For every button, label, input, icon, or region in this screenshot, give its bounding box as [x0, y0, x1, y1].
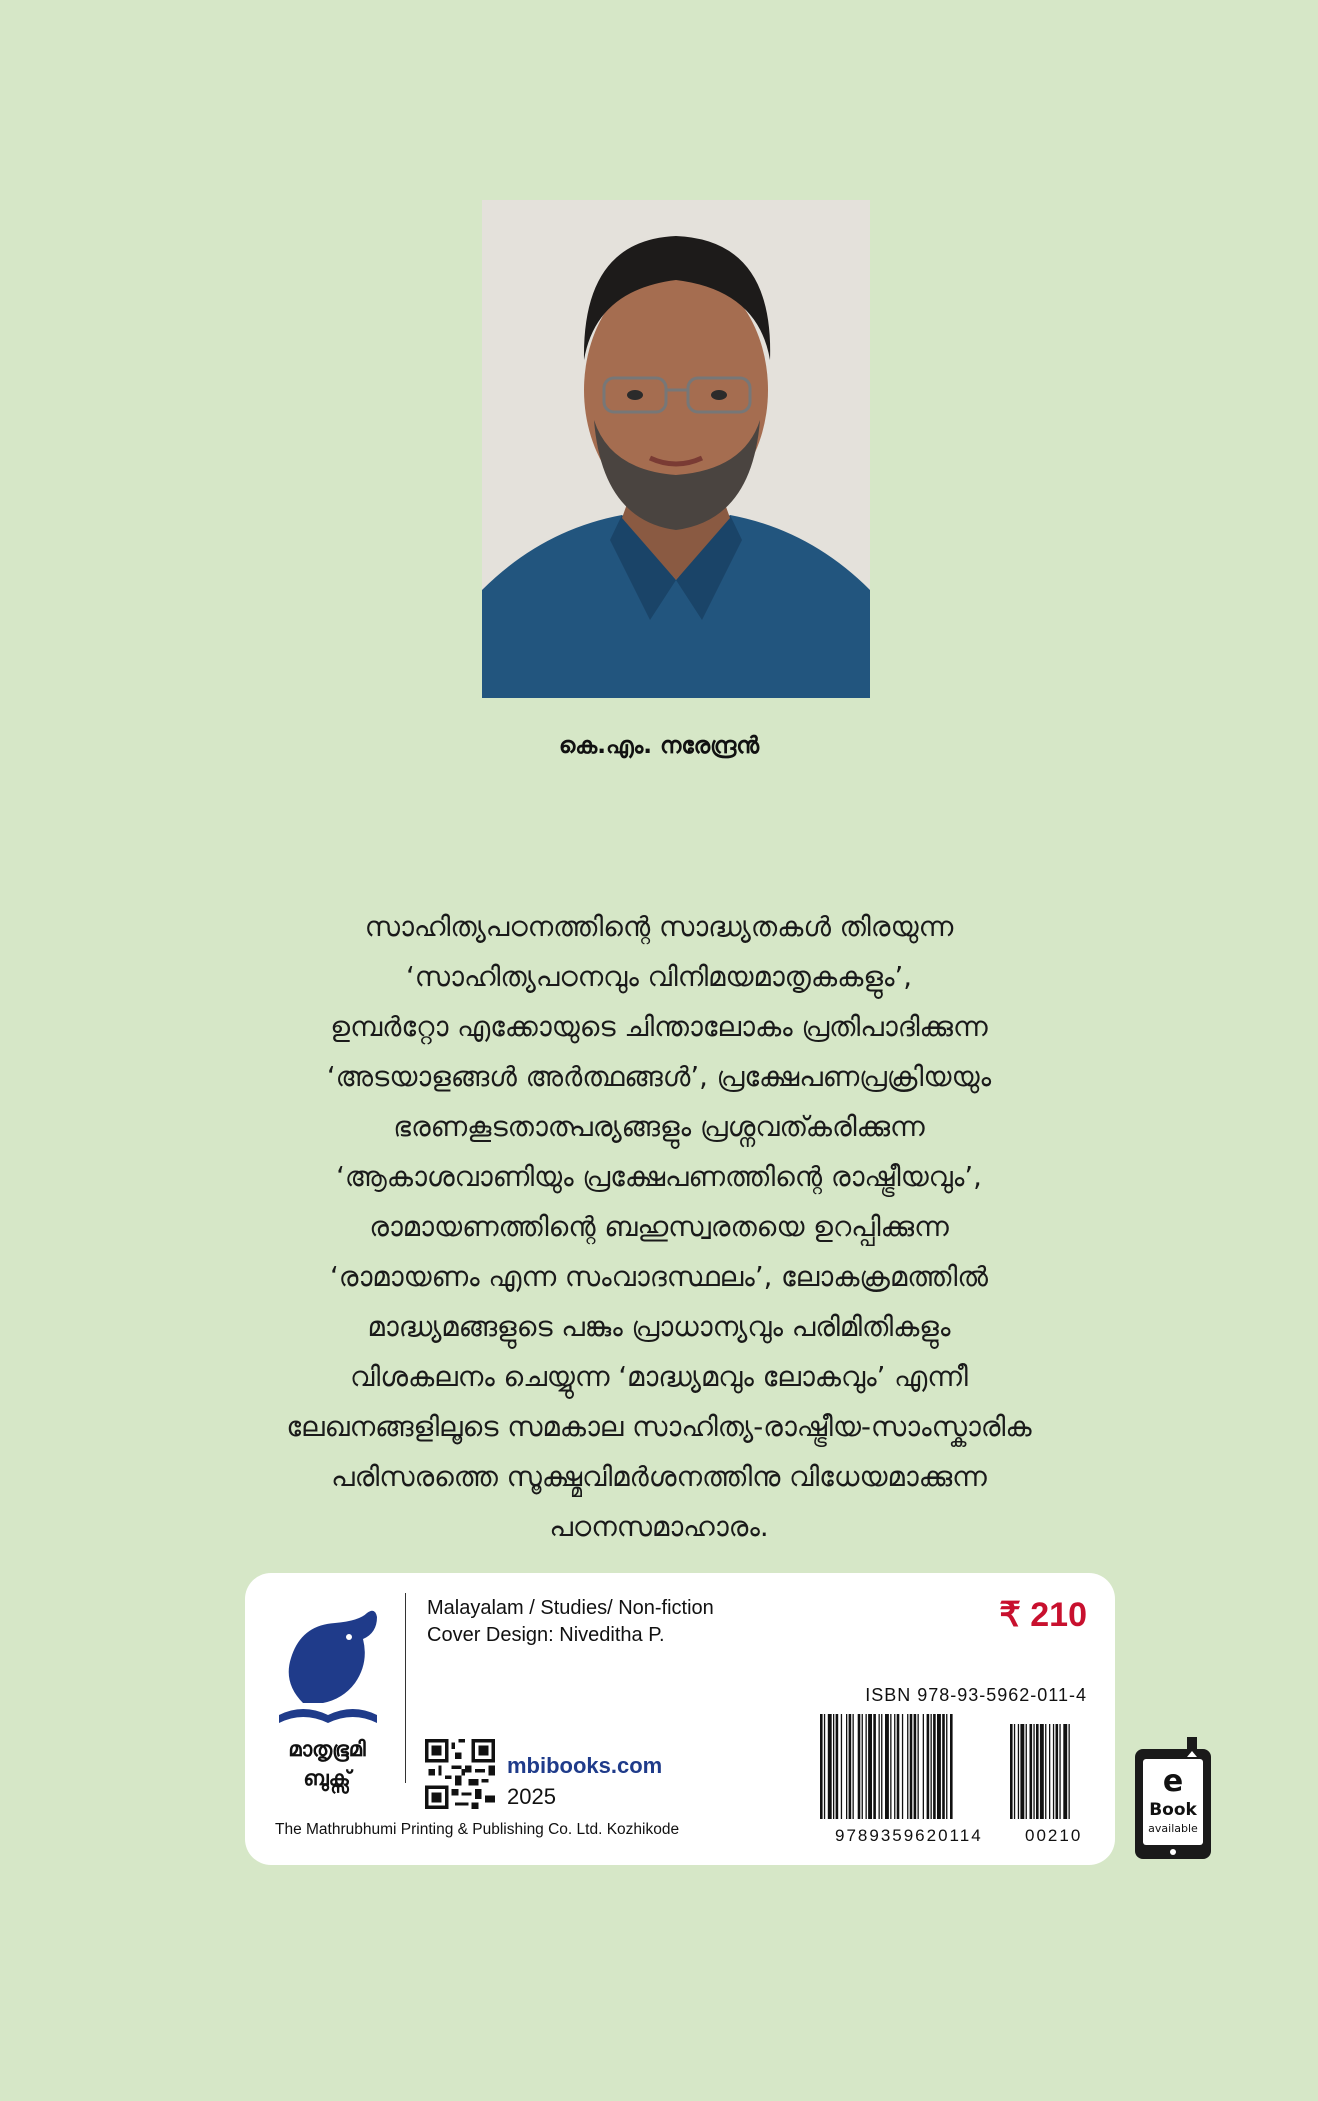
barcode-bar [879, 1714, 880, 1819]
barcode-bar [862, 1714, 863, 1819]
barcode-addon-bar [1069, 1724, 1070, 1819]
logo-line-2: ബുക്സ് [303, 1766, 351, 1790]
barcode-addon-bar [1026, 1724, 1027, 1819]
barcode-addon-bar [1010, 1724, 1013, 1819]
barcode-bar [890, 1714, 891, 1819]
barcode-bar [873, 1714, 876, 1819]
barcode-main-number: 9789359620114 [835, 1826, 983, 1845]
barcode-addon-bar [1040, 1724, 1044, 1819]
barcode-bar [931, 1714, 932, 1819]
barcode-bar [846, 1714, 847, 1819]
barcode-bar [950, 1714, 953, 1819]
barcode-bar [828, 1714, 832, 1819]
barcode-bar [914, 1714, 917, 1819]
barcode-bar [824, 1714, 825, 1819]
barcode-addon-bar [1033, 1724, 1034, 1819]
barcode-addon-bar [1056, 1724, 1059, 1819]
blurb-line: ‘അടയാളങ്ങൾ അർത്ഥങ്ങൾ’, പ്രക്ഷേപണപ്രക്രിയയും [326, 1061, 992, 1093]
barcode-bar [923, 1714, 924, 1819]
blurb-line: ഉമ്പർറ്റോ എക്കോയുടെ ചിന്താലോകം പ്രതിപാദിക്കുന്ന [330, 1011, 988, 1043]
barcode-addon-bar [1063, 1724, 1067, 1819]
publisher-info-panel [245, 1573, 1115, 1865]
blurb-line: രാമായണത്തിന്റെ ബഹുസ്വരതയെ ഉറപ്പിക്കുന്ന [369, 1211, 949, 1243]
barcode-addon-number: 00210 [1025, 1826, 1083, 1845]
ebook-sub: available [1148, 1822, 1198, 1835]
barcode-bar [946, 1714, 947, 1819]
logo-line-1: മാതൃഭൂമി [288, 1737, 366, 1761]
divider [405, 1593, 406, 1783]
publisher-logo-text [271, 1735, 383, 1793]
barcode-bar [910, 1714, 913, 1819]
ebook-letter: e [1162, 1764, 1184, 1799]
blurb-line: സാഹിത്യപഠനത്തിന്റെ സാദ്ധ്യതകൾ തിരയുന്ന [364, 911, 954, 943]
barcode-addon-bar [1014, 1724, 1015, 1819]
book-category: Malayalam / Studies/ Non-fiction [427, 1597, 714, 1619]
barcode-bar [849, 1714, 852, 1819]
barcode-bar [897, 1714, 900, 1819]
barcode-addon-bar [1053, 1724, 1054, 1819]
price: ₹ 210 [999, 1596, 1087, 1634]
barcode-bar [820, 1714, 823, 1819]
ebook-available-icon [1131, 1737, 1215, 1863]
barcode-bar [868, 1714, 872, 1819]
elephant-logo-icon [273, 1603, 383, 1733]
barcode-bar [866, 1714, 867, 1819]
barcode-addon-bar [1049, 1724, 1050, 1819]
barcode-bar [942, 1714, 945, 1819]
barcode-addon-bar [1036, 1724, 1039, 1819]
barcode-bar [858, 1714, 861, 1819]
barcode-addon-bar [1018, 1724, 1019, 1819]
barcode-bar [833, 1714, 834, 1819]
cover-design-credit: Cover Design: Niveditha P. [427, 1624, 665, 1646]
blurb-line: മാദ്ധ്യമങ്ങളുടെ പങ്കും പ്രാധാന്യവും പരിമിതികളും [367, 1311, 951, 1343]
barcode-bar [937, 1714, 941, 1819]
blurb-line: ‘രാമായണം എന്ന സംവാദസ്ഥലം’, ലോകക്രമത്തിൽ [330, 1261, 988, 1293]
barcode-bar [927, 1714, 930, 1819]
barcode-bar [918, 1714, 919, 1819]
barcode-bar [853, 1714, 854, 1819]
publication-year: 2025 [507, 1784, 556, 1809]
blurb-line: ‘ആകാശവാണിയും പ്രക്ഷേപണത്തിന്റെ രാഷ്ട്രീയവും’, [336, 1161, 982, 1193]
barcode-addon-bar [1045, 1724, 1046, 1819]
book-meta [427, 1595, 714, 1649]
blurb-line: പഠനസമാഹാരം. [549, 1511, 769, 1543]
barcode [820, 1714, 1088, 1824]
barcode-bar [907, 1714, 908, 1819]
blurb-line: ഭരണകൂടതാത്പര്യങ്ങളും പ്രശ്നവത്കരിക്കുന്ന [393, 1111, 925, 1143]
barcode-bar [836, 1714, 839, 1819]
blurb-line: പരിസരത്തെ സൂക്ഷ്മവിമർശനത്തിനു വിധേയമാക്കുന്ന [331, 1461, 987, 1493]
ebook-word: Book [1149, 1800, 1197, 1820]
publisher-full-name: The Mathrubhumi Printing & Publishing Co. Ltd. Kozhikode [275, 1821, 680, 1838]
blurb-line: ലേഖനങ്ങളിലൂടെ സമകാല സാഹിത്യ-രാഷ്ട്രീയ-സാംസ്കാരിക [286, 1411, 1032, 1443]
barcode-addon-bar [1030, 1724, 1033, 1819]
blurb-line: വിശകലനം ചെയ്യുന്ന ‘മാദ്ധ്യമവും ലോകവും’ എന്നീ [350, 1361, 968, 1393]
author-name: കെ.എം. നരേന്ദ്രൻ [558, 733, 760, 759]
barcode-bar [933, 1714, 936, 1819]
website-link[interactable]: mbibooks.com [507, 1753, 663, 1778]
author-photo [482, 200, 870, 698]
barcode-bar [881, 1714, 882, 1819]
barcode-bar [885, 1714, 889, 1819]
barcode-bar [902, 1714, 903, 1819]
barcode-bar [841, 1714, 842, 1819]
qr-code-icon[interactable] [425, 1739, 495, 1809]
blurb-line: ‘സാഹിത്യപഠനവും വിനിമയമാതൃകകളും’, [406, 961, 912, 993]
barcode-bar [894, 1714, 895, 1819]
isbn: ISBN 978-93-5962-011-4 [865, 1685, 1087, 1705]
barcode-addon-bar [1059, 1724, 1060, 1819]
book-blurb [200, 902, 1118, 1552]
barcode-addon-bar [1020, 1724, 1024, 1819]
